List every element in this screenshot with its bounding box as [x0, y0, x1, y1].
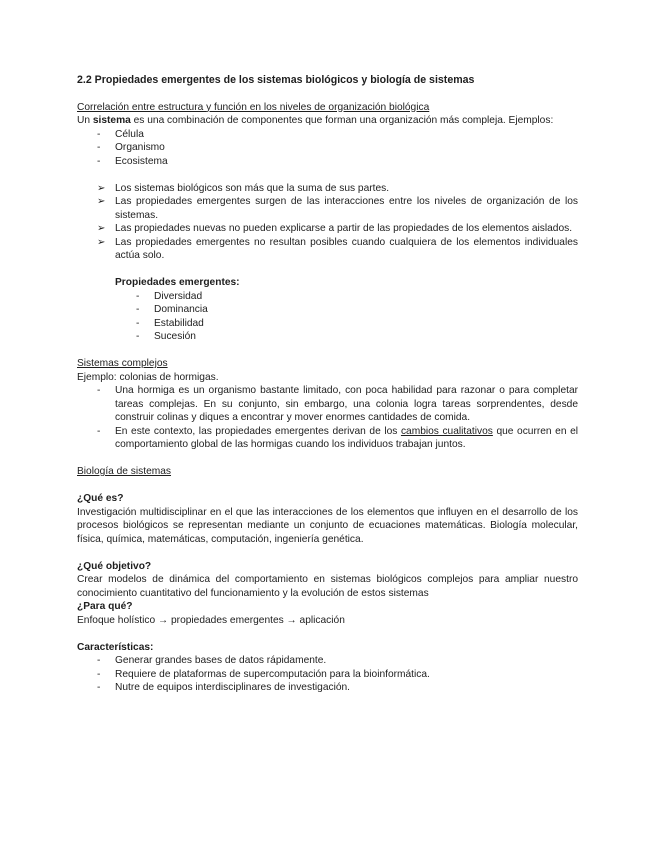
emergent-heading-text: Propiedades emergentes: — [115, 277, 240, 288]
question-what — [77, 492, 578, 506]
intro-text: Un — [77, 115, 93, 126]
list-item: - Una hormiga es un organismo bastante limitado, con poca habilidad para razonar o para completar tareas complejas. En su conjunto, sin embargo, una colonia logra tareas sorprendentes, desde construir colinas y diques a encontrar y mover enormes cantidades de comida. — [115, 384, 578, 425]
page-title: 2.2 Propiedades emergentes de los sistemas biológicos y biología de sistemas — [77, 74, 475, 86]
list-item: - Nutre de equipos interdisciplinares de investigación. — [115, 681, 578, 695]
list-item: ➢ Los sistemas biológicos son más que la suma de sus partes. — [115, 182, 578, 196]
list-item: - Dominancia — [154, 303, 578, 317]
list-item: ➢ Las propiedades nuevas no pueden explicarse a partir de las propiedades de los elementos aislados. — [115, 222, 578, 236]
list-item: - Estabilidad — [154, 317, 578, 331]
examples-list — [77, 128, 578, 169]
system-definition — [77, 114, 578, 128]
list-item: - Requiere de plataformas de supercomputación para la bioinformática. — [115, 668, 578, 682]
emergent-properties-list — [77, 290, 578, 344]
question-objective — [77, 560, 578, 574]
ant-example: Ejemplo: colonias de hormigas. — [77, 371, 219, 383]
list-item — [115, 425, 578, 452]
features-heading — [77, 641, 578, 655]
list-item: - Generar grandes bases de datos rápidamente. — [115, 654, 578, 668]
answer-purpose: Enfoque holístico → propiedades emergentes → aplicación — [77, 614, 345, 626]
underlined-term: cambios cualitativos — [400, 425, 493, 437]
list-item: - Ecosistema — [115, 155, 578, 169]
question-purpose — [77, 600, 578, 614]
features-list — [77, 654, 578, 695]
section-heading-complex-systems: Sistemas complejos — [77, 358, 168, 369]
intro-bold-term: sistema — [92, 115, 131, 126]
intro-text-rest: es una combinación de componentes que forman una organización más compleja. Ejemplos: — [130, 115, 554, 126]
item-text-rest: que ocurren en el comportamiento global de las hormigas cuando los individuos trabajan juntos. — [115, 425, 578, 450]
properties-points-list — [77, 182, 578, 263]
list-item: - Diversidad — [154, 290, 578, 304]
list-item: ➢ Las propiedades emergentes surgen de las interacciones entre los niveles de organización de los sistemas. — [115, 195, 578, 222]
list-item: - Célula — [115, 128, 578, 142]
item-text: En este contexto, las propiedades emergentes derivan de los — [115, 425, 401, 437]
question-text: ¿Qué es? — [77, 493, 124, 504]
ant-explanation-list — [77, 384, 578, 452]
list-item: - Sucesión — [154, 330, 578, 344]
section-heading-correlation: Correlación entre estructura y función en los niveles de organización biológica — [77, 101, 430, 113]
answer-what: Investigación multidisciplinar en el que las interacciones de los elementos que influyen en el desarrollo de los procesos biológicos se representan mediante un conjunto de ecuaciones matemáticas. Biología molecular, física, química, matemáticas, computación, ingeniería genética. — [77, 506, 578, 545]
features-heading-text: Características: — [77, 641, 154, 653]
answer-objective: Crear modelos de dinámica del comportamiento en sistemas biológicos complejos para ampliar nuestro conocimiento cuantitativo del funcionamiento y la evolución de estos sistemas — [77, 574, 578, 599]
question-text: ¿Qué objetivo? — [77, 560, 152, 572]
list-item: ➢ Las propiedades emergentes no resultan posibles cuando cualquiera de los elementos individuales actúa solo. — [115, 236, 578, 263]
section-heading-systems-biology: Biología de sistemas — [77, 466, 172, 477]
question-text: ¿Para qué? — [77, 601, 133, 612]
list-item: - Organismo — [115, 141, 578, 155]
emergent-properties-heading — [77, 276, 578, 290]
